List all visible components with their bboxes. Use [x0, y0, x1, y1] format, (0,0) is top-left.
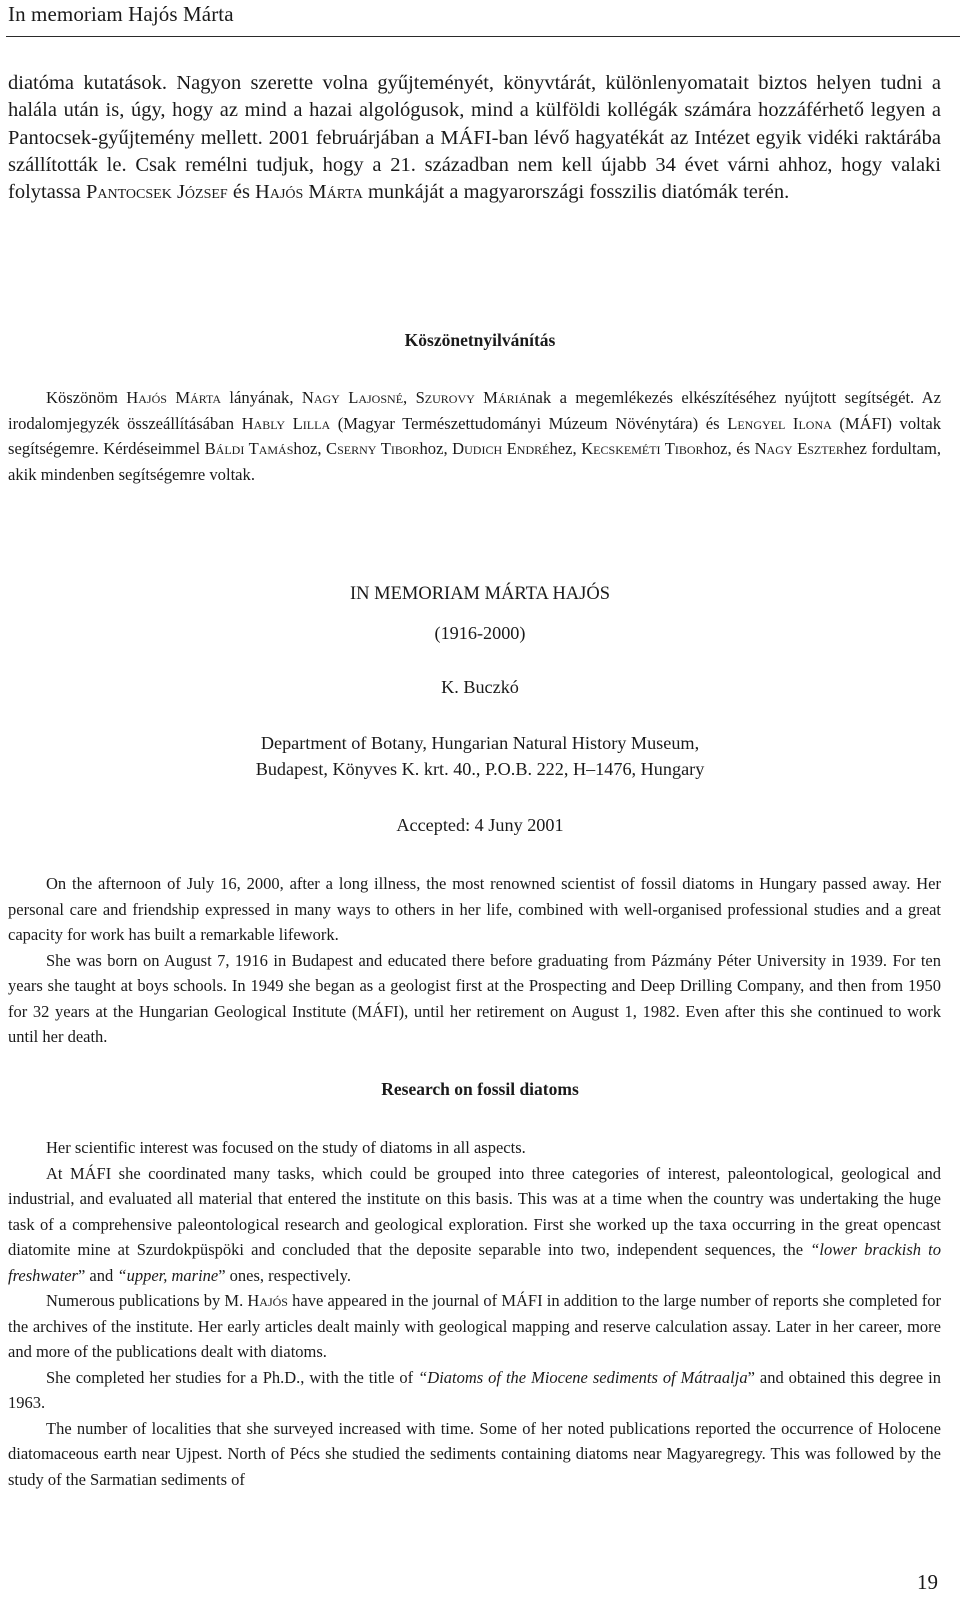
text-run: (MÁFI) voltak segítségemre. Kérdéseimmel: [8, 413, 941, 458]
page-number: 19: [917, 1570, 938, 1594]
name-smallcaps: Nagy Eszter: [754, 439, 844, 458]
name-smallcaps: Báldi Tamás: [204, 439, 294, 458]
name-smallcaps: Cserny Tibor: [326, 439, 420, 458]
italic-text: “upper, marine: [117, 1265, 219, 1285]
text-run: ” and: [77, 1265, 118, 1285]
research-paragraph: [8, 1288, 941, 1365]
text-run: Numerous publications by M.: [46, 1291, 248, 1310]
text-run: Her scientific interest was focused on the study of diatoms in all aspects.: [46, 1138, 526, 1157]
text-run: She was born on August 7, 1916 in Budapest and educated there before graduating from Pázmány Péter University in 1939. For ten years she taught at boys schools. In 1949 she began as a geologist first at the Prospecting and Deep Drilling Company, and then from 1950 for 32 years at the Hungarian Geological Institute (MÁFI), until her retirement on August 1, 1982. Even after this she continued to work until her death.: [8, 950, 941, 1046]
acknowledgement-heading: Köszönetnyilvánítás: [404, 330, 556, 350]
header-rule: [6, 36, 960, 37]
article-title: IN MEMORIAM MÁRTA HAJÓS: [349, 584, 611, 604]
text-run: hoz,: [293, 439, 327, 458]
acknowledgement-text: [8, 385, 941, 487]
text-run: diatóma kutatások. Nagyon szerette volna gyűjteményét, könyvtárát, különlenyomatait biztos helyen tudni a halála után is, úgy, hogy az mind a hazai algológusok, mind a külföldi kollégák számára hozzáférhető legyen a Pantocsek-gyűjtemény mellett. 2001 februárjában a MÁFI-ban lévő hagyatékát az Intézet egyik vidéki raktárába szállították le. Csak remélni tudjuk, hogy a 21. században nem kell újabb 34 évet várni ahhoz, hogy valaki folytassa: [8, 72, 941, 204]
text-run: nak a megemlékezés elkészítéséhez nyújtott segítségét. Az irodalomjegyzék összeállításában: [8, 388, 942, 433]
name-smallcaps: Pantocsek József: [86, 181, 228, 204]
text-run: ” ones, respectively.: [218, 1265, 351, 1285]
hungarian-paragraph: [8, 70, 941, 206]
hungarian-paragraph-text: [8, 70, 941, 206]
text-run: At MÁFI she coordinated many tasks, which could be grouped into three categories of interest, paleontological, geological and industrial, and evaluated all material that entered the institute on this basis. This was at a time when the country was undertaking the huge task of a comprehensive paleontological research and geological exploration. First she worked up the taxa occurring in the great opencast diatomite mine at Szurdokpüspöki and concluded that the deposite separable into two, independent sequences, the: [8, 1163, 941, 1259]
name-smallcaps: Szurovy Máriá: [415, 388, 528, 407]
intro-section: [8, 871, 941, 1050]
research-paragraph: [8, 1161, 941, 1289]
text-run: hoz,: [419, 439, 453, 458]
accepted-date: Accepted: 4 Juny 2001: [396, 815, 564, 835]
name-smallcaps: Nagy Lajosné: [301, 388, 404, 407]
article-author: K. Buczkó: [441, 677, 519, 697]
text-run: have appeared in the journal of MÁFI in addition to the large number of reports she completed for the archives of the institute. Her early articles dealt mainly with geological mapping and reserve calculation assay. Later in her career, more and more of the publications dealt with diatoms.: [8, 1291, 941, 1361]
name-smallcaps: Hajós: [247, 1291, 288, 1310]
research-section: [8, 1135, 941, 1492]
name-smallcaps: Dudich Endré: [452, 439, 550, 458]
article-years: (1916-2000): [434, 623, 526, 643]
intro-paragraph: [8, 871, 941, 948]
research-paragraph: [8, 1416, 941, 1493]
text-run: She completed her studies for a Ph.D., with the title of: [46, 1367, 419, 1387]
name-smallcaps: Hajós Márta: [126, 388, 222, 407]
italic-text: “Diatoms of the Miocene sediments of Mátraalja: [418, 1367, 748, 1387]
intro-paragraph: [8, 948, 941, 1050]
text-run: Köszönöm: [46, 388, 127, 407]
research-paragraph: [8, 1365, 941, 1416]
research-paragraph: [8, 1135, 941, 1161]
name-smallcaps: Hably Lilla: [241, 413, 331, 433]
text-run: és: [227, 181, 256, 204]
name-smallcaps: Kecskeméti Tibor: [581, 439, 704, 458]
affiliation-line-2: Budapest, Könyves K. krt. 40., P.O.B. 222, H–1476, Hungary: [255, 759, 705, 779]
text-run: ,: [403, 388, 416, 407]
text-run: (Magyar Természettudományi Múzeum Növénytára) és: [330, 413, 728, 433]
acknowledgement-section: [8, 385, 941, 487]
text-run: hez,: [549, 439, 582, 458]
research-heading: Research on fossil diatoms: [381, 1079, 579, 1099]
text-run: hoz, és: [703, 439, 755, 458]
running-head: In memoriam Hajós Márta: [8, 2, 234, 26]
italic-text: “lower brackish to freshwater: [8, 1240, 941, 1285]
text-run: hez fordultam, akik mindenben segítségemre voltak.: [8, 439, 942, 484]
text-run: ” and obtained this degree in 1963.: [8, 1367, 941, 1412]
text-run: munkáját a magyarországi fosszilis diatómák terén.: [362, 181, 790, 204]
text-run: The number of localities that she surveyed increased with time. Some of her noted publications reported the occurrence of Holocene diatomaceous earth near Ujpest. North of Pécs she studied the sediments containing diatoms near Magyaregregy. This was followed by the study of the Sarmatian sediments of: [8, 1418, 941, 1489]
name-smallcaps: Hajós Márta: [255, 181, 363, 204]
name-smallcaps: Lengyel Ilona: [727, 413, 832, 433]
text-run: On the afternoon of July 16, 2000, after a long illness, the most renowned scientist of fossil diatoms in Hungary passed away. Her personal care and friendship expressed in many ways to others in her life, combined with well-organised professional studies and a great capacity for work has built a remarkable lifework.: [8, 874, 941, 944]
text-run: lányának,: [221, 388, 302, 407]
affiliation-line-1: Department of Botany, Hungarian Natural History Museum,: [260, 733, 700, 753]
